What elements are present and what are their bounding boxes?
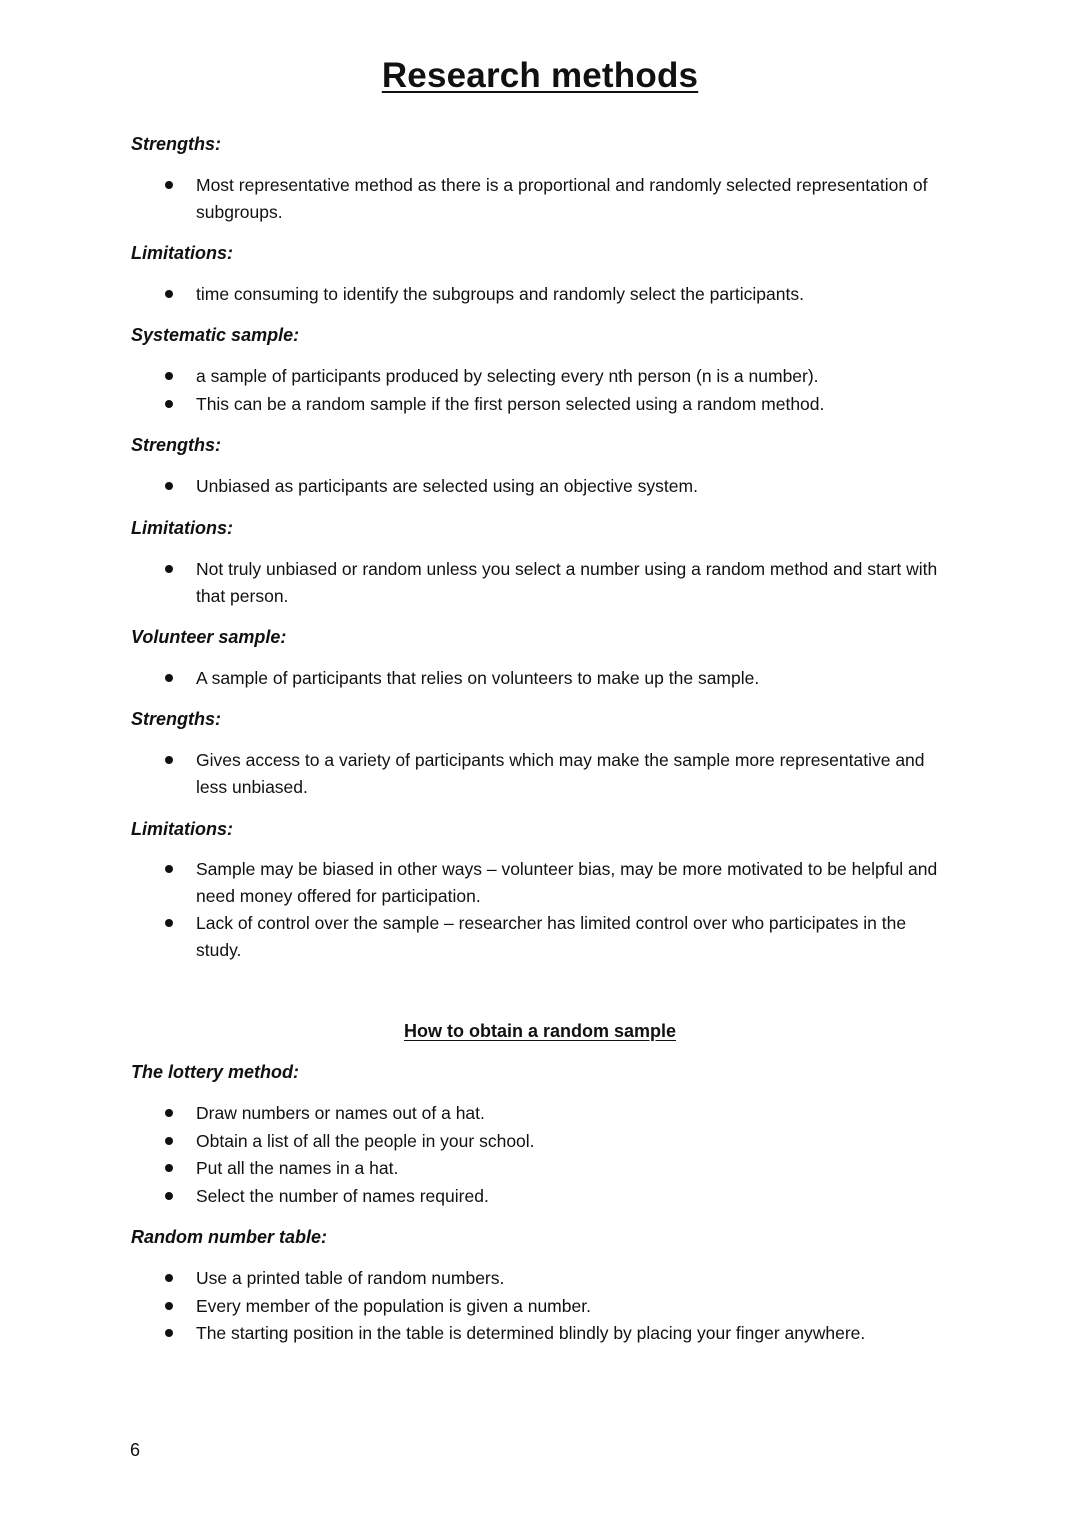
bullet-icon [165,565,173,573]
bullet-icon [165,865,173,873]
section-heading: Systematic sample: [131,325,300,345]
bullet-icon [165,1137,173,1145]
list-item-text: A sample of participants that relies on volunteers to make up the sample. [196,668,760,688]
list-item-text: time consuming to identify the subgroups and randomly select the participants. [196,284,804,304]
list-item-text: Obtain a list of all the people in your school. [196,1131,535,1151]
bullet-icon [165,1274,173,1282]
list-item-text: Not truly unbiased or random unless you select a number using a random method and start with that person. [196,559,938,606]
bullet-icon [165,1164,173,1172]
list-item-text: Put all the names in a hat. [196,1158,399,1178]
bullet-icon [165,1109,173,1117]
section-heading: Strengths: [131,709,221,729]
section-heading: Strengths: [131,435,221,455]
bullet-icon [165,1329,173,1337]
bullet-icon [165,290,173,298]
list-item-text: Lack of control over the sample – researcher has limited control over who participates in the study. [196,913,907,960]
bullet-icon [165,1192,173,1200]
page-title: Research methods [381,56,699,95]
list-item-text: Select the number of names required. [196,1186,489,1206]
list-item-text: Use a printed table of random numbers. [196,1268,505,1288]
list-item-text: Gives access to a variety of participants which may make the sample more representative and less unbiased. [196,750,925,797]
bullet-icon [165,482,173,490]
subheading: How to obtain a random sample [403,1021,677,1041]
list-item-text: Sample may be biased in other ways – volunteer bias, may be more motivated to be helpful and need money offered for participation. [196,859,938,906]
bullet-icon [165,400,173,408]
bullet-icon [165,756,173,764]
list-item-text: Every member of the population is given a number. [196,1296,591,1316]
bullet-icon [165,674,173,682]
list-item-text: The starting position in the table is determined blindly by placing your finger anywhere. [196,1323,866,1343]
list-item-text: This can be a random sample if the first person selected using a random method. [196,394,825,414]
method-heading: The lottery method: [131,1062,300,1082]
list-item-text: Most representative method as there is a proportional and randomly selected representation of subgroups. [196,175,928,222]
section-heading: Strengths: [131,134,221,154]
section-heading: Volunteer sample: [131,627,287,647]
bullet-icon [165,372,173,380]
bullet-icon [165,1302,173,1310]
section-heading: Limitations: [131,243,233,263]
bullet-icon [165,181,173,189]
section-heading: Limitations: [131,518,233,538]
method-heading: Random number table: [131,1227,328,1247]
list-item-text: a sample of participants produced by selecting every nth person (n is a number). [196,366,819,386]
list-item-text: Draw numbers or names out of a hat. [196,1103,485,1123]
bullet-icon [165,919,173,927]
list-item-text: Unbiased as participants are selected using an objective system. [196,476,698,496]
page-number: 6 [130,1440,141,1460]
section-heading: Limitations: [131,819,233,839]
